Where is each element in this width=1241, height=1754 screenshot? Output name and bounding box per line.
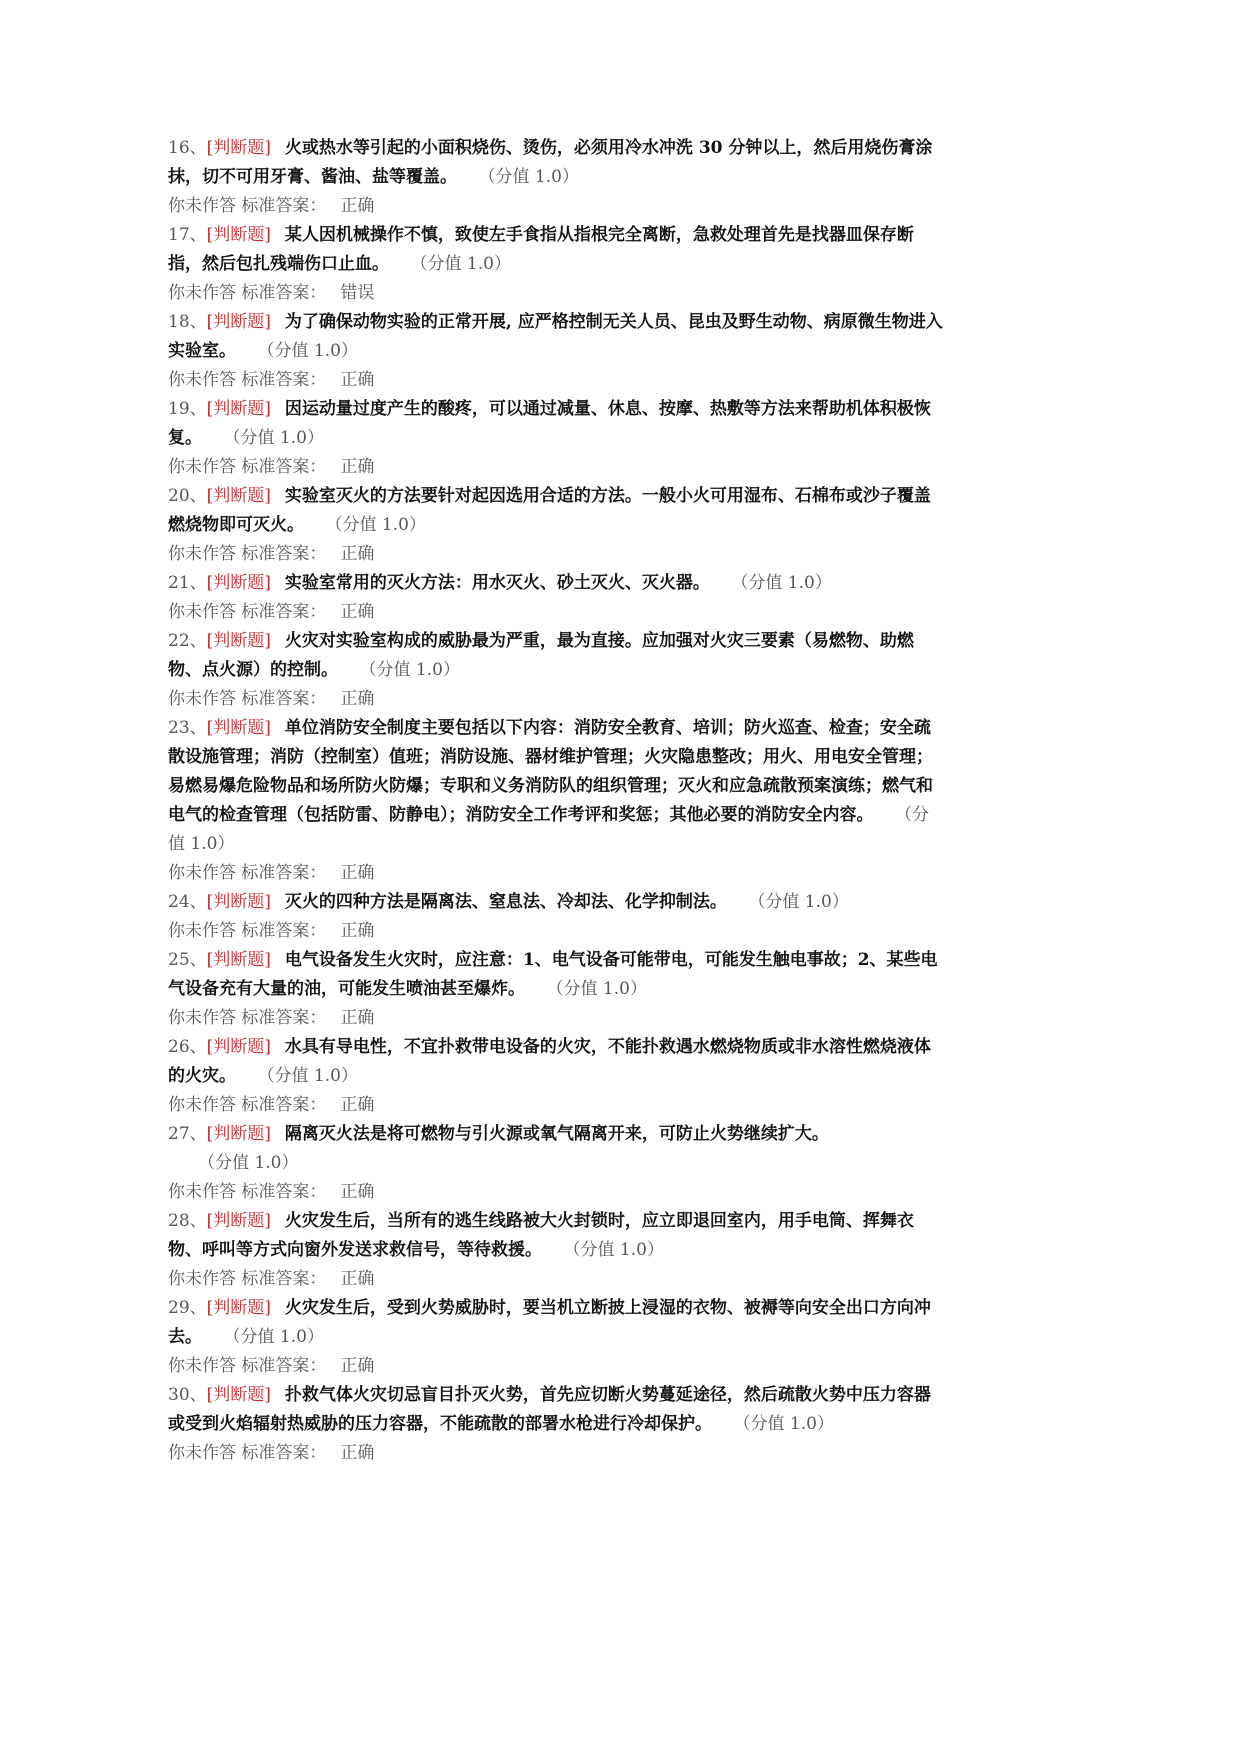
standard-answer-value: 正确	[340, 196, 375, 216]
standard-answer-value: 正确	[340, 370, 375, 390]
standard-answer-label: 标准答案：	[241, 370, 327, 390]
standard-answer-label: 标准答案：	[241, 921, 327, 941]
question	[168, 395, 944, 453]
question-text: 实验室灭火的方法要针对起因选用合适的方法。一般小火可用湿布、石棉布或沙子覆盖燃烧物即可灭火。	[168, 486, 931, 535]
question-number: 19、	[168, 399, 207, 419]
question	[168, 714, 944, 859]
answer-line	[168, 1265, 944, 1294]
question-score: （分值 1.0）	[266, 1066, 358, 1086]
question-number: 17、	[168, 225, 207, 245]
standard-answer-label: 标准答案：	[241, 1356, 327, 1376]
question-score: （分值 1.0）	[572, 1240, 664, 1260]
question-score: （分值 1.0）	[756, 892, 849, 912]
not-answered-label: 你未作答	[168, 1356, 236, 1376]
answer-line	[168, 540, 944, 569]
question	[168, 1207, 944, 1265]
question	[168, 1033, 944, 1091]
standard-answer-label: 标准答案：	[241, 283, 327, 303]
not-answered-label: 你未作答	[168, 544, 236, 564]
not-answered-label: 你未作答	[168, 283, 236, 303]
standard-answer-label: 标准答案：	[241, 863, 327, 883]
question-text: 电气设备发生火灾时，应注意：1、电气设备可能带电，可能发生触电事故；2、某些电气设备充有大量的油，可能发生喷油甚至爆炸。	[168, 950, 938, 999]
question-item	[168, 714, 944, 888]
question-score: （分值 1.0）	[555, 979, 647, 999]
not-answered-label: 你未作答	[168, 370, 236, 390]
not-answered-label: 你未作答	[168, 921, 236, 941]
question	[168, 134, 944, 192]
question-type-tag: [判断题]	[206, 486, 271, 506]
answer-line	[168, 1439, 944, 1468]
question-number: 20、	[168, 486, 207, 506]
answer-line	[168, 366, 944, 395]
question-number: 30、	[168, 1385, 207, 1405]
question-type-tag: [判断题]	[206, 1385, 271, 1405]
question-number: 18、	[168, 312, 207, 332]
not-answered-label: 你未作答	[168, 196, 236, 216]
question-type-tag: [判断题]	[206, 225, 271, 245]
question-item	[168, 395, 944, 482]
question-item	[168, 1033, 944, 1120]
question-type-tag: [判断题]	[206, 892, 271, 912]
answer-line	[168, 279, 944, 308]
standard-answer-label: 标准答案：	[241, 1269, 327, 1289]
standard-answer-value: 正确	[340, 689, 375, 709]
question-number: 26、	[168, 1037, 207, 1057]
question-text: 隔离灭火法是将可燃物与引火源或氧气隔离开来，可防止火势继续扩大。	[284, 1124, 829, 1144]
question-number: 29、	[168, 1298, 207, 1318]
question-type-tag: [判断题]	[206, 631, 271, 651]
question-score: （分值 1.0）	[368, 660, 460, 680]
question-item	[168, 134, 944, 221]
question-type-tag: [判断题]	[206, 312, 271, 332]
question-number: 23、	[168, 718, 207, 738]
question-number: 16、	[168, 138, 207, 158]
question	[168, 627, 944, 685]
question-item	[168, 1294, 944, 1381]
standard-answer-label: 标准答案：	[241, 1443, 327, 1463]
standard-answer-value: 正确	[340, 1008, 375, 1028]
question-text: 水具有导电性，不宜扑救带电设备的火灾，不能扑救遇水燃烧物质或非水溶性燃烧液体的火灾。	[168, 1037, 931, 1086]
question-item	[168, 627, 944, 714]
question-type-tag: [判断题]	[206, 399, 271, 419]
standard-answer-value: 正确	[340, 544, 375, 564]
standard-answer-label: 标准答案：	[241, 1182, 327, 1202]
answer-line	[168, 917, 944, 946]
question	[168, 221, 944, 279]
standard-answer-value: 错误	[340, 283, 375, 303]
standard-answer-value: 正确	[340, 457, 375, 477]
question-item	[168, 482, 944, 569]
question-number: 27、	[168, 1124, 207, 1144]
question	[168, 1381, 944, 1439]
question-number: 22、	[168, 631, 207, 651]
question-type-tag: [判断题]	[206, 718, 271, 738]
question-type-tag: [判断题]	[206, 1124, 271, 1144]
question-text: 火灾对实验室构成的威胁最为严重，最为直接。应加强对火灾三要素（易燃物、助燃物、点火源）的控制。	[168, 631, 914, 680]
standard-answer-value: 正确	[340, 1269, 375, 1289]
question-text: 扑救气体火灾切忌盲目扑灭火势，首先应切断火势蔓延途径，然后疏散火势中压力容器或受到火焰辐射热威胁的压力容器，不能疏散的部署水枪进行冷却保护。	[168, 1385, 931, 1434]
not-answered-label: 你未作答	[168, 1182, 236, 1202]
question-item	[168, 1120, 944, 1207]
question	[168, 482, 944, 540]
answer-line	[168, 1178, 944, 1207]
question-item	[168, 1207, 944, 1294]
not-answered-label: 你未作答	[168, 457, 236, 477]
standard-answer-label: 标准答案：	[241, 1008, 327, 1028]
not-answered-label: 你未作答	[168, 602, 236, 622]
standard-answer-label: 标准答案：	[241, 196, 327, 216]
question-item	[168, 1381, 944, 1468]
question	[168, 1120, 944, 1178]
standard-answer-label: 标准答案：	[241, 457, 327, 477]
question-text: 为了确保动物实验的正常开展, 应严格控制无关人员、昆虫及野生动物、病原微生物进入实验室。	[168, 312, 943, 361]
question-text: 火灾发生后，当所有的逃生线路被大火封锁时，应立即退回室内，用手电筒、挥舞衣物、呼叫等方式向窗外发送求救信号，等待救援。	[168, 1211, 914, 1260]
answer-line	[168, 192, 944, 221]
standard-answer-label: 标准答案：	[241, 602, 327, 622]
standard-answer-value: 正确	[340, 863, 375, 883]
answer-line	[168, 453, 944, 482]
question	[168, 1294, 944, 1352]
standard-answer-value: 正确	[340, 921, 375, 941]
question-score: （分值 1.0）	[232, 1327, 324, 1347]
question-text: 火灾发生后，受到火势威胁时，要当机立断披上浸湿的衣物、被褥等向安全出口方向冲去。	[168, 1298, 931, 1347]
answer-line	[168, 1091, 944, 1120]
question-number: 28、	[168, 1211, 207, 1231]
question-item	[168, 946, 944, 1033]
question-item	[168, 569, 944, 627]
not-answered-label: 你未作答	[168, 1008, 236, 1028]
question	[168, 308, 944, 366]
question-text: 火或热水等引起的小面积烧伤、烫伤，必须用冷水冲洗 30 分钟以上，然后用烧伤膏涂抹，切不可用牙膏、酱油、盐等覆盖。	[168, 138, 933, 187]
question-type-tag: [判断题]	[206, 1211, 271, 1231]
question-score: （分值 1.0）	[487, 167, 579, 187]
question-score: （分值 1.0）	[742, 1414, 834, 1434]
standard-answer-value: 正确	[340, 1356, 375, 1376]
not-answered-label: 你未作答	[168, 689, 236, 709]
not-answered-label: 你未作答	[168, 1443, 236, 1463]
not-answered-label: 你未作答	[168, 1095, 236, 1115]
question-score: （分值 1.0）	[232, 428, 324, 448]
question-type-tag: [判断题]	[206, 138, 271, 158]
question-list	[168, 134, 944, 1468]
standard-answer-value: 正确	[340, 602, 375, 622]
question-type-tag: [判断题]	[206, 1037, 271, 1057]
question-score: （分值 1.0）	[739, 573, 832, 593]
question-text: 因运动量过度产生的酸疼，可以通过减量、休息、按摩、热敷等方法来帮助机体积极恢复。	[168, 399, 931, 448]
standard-answer-label: 标准答案：	[241, 1095, 327, 1115]
question-item	[168, 221, 944, 308]
question-item	[168, 308, 944, 395]
standard-answer-label: 标准答案：	[241, 544, 327, 564]
standard-answer-value: 正确	[340, 1182, 375, 1202]
standard-answer-value: 正确	[340, 1443, 375, 1463]
question-type-tag: [判断题]	[206, 1298, 271, 1318]
question	[168, 946, 944, 1004]
standard-answer-label: 标准答案：	[241, 689, 327, 709]
answer-line	[168, 859, 944, 888]
question-score: （分值 1.0）	[334, 515, 426, 535]
question-number: 25、	[168, 950, 207, 970]
question-item	[168, 888, 944, 946]
not-answered-label: 你未作答	[168, 863, 236, 883]
question-score: （分值 1.0）	[198, 1153, 299, 1173]
answer-line	[168, 685, 944, 714]
not-answered-label: 你未作答	[168, 1269, 236, 1289]
question-number: 21、	[168, 573, 207, 593]
answer-line	[168, 1352, 944, 1381]
standard-answer-value: 正确	[340, 1095, 375, 1115]
question-text: 单位消防安全制度主要包括以下内容：消防安全教育、培训；防火巡查、检查；安全疏散设施管理；消防（控制室）值班；消防设施、器材维护管理；火灾隐患整改；用火、用电安全管理；易燃易爆危险物品和场所防火防爆；专职和义务消防队的组织管理；灭火和应急疏散预案演练；燃气和电气的检查管理（包括防雷、防静电）；消防安全工作考评和奖惩；其他必要的消防安全内容。	[168, 718, 933, 825]
question-type-tag: [判断题]	[206, 573, 271, 593]
question-score: （分值 1.0）	[168, 805, 929, 854]
question	[168, 569, 944, 598]
question-type-tag: [判断题]	[206, 950, 271, 970]
question-text: 实验室常用的灭火方法：用水灭火、砂土灭火、灭火器。	[284, 573, 710, 593]
question	[168, 888, 944, 917]
answer-line	[168, 1004, 944, 1033]
question-text: 灭火的四种方法是隔离法、窒息法、冷却法、化学抑制法。	[284, 892, 727, 912]
question-score: （分值 1.0）	[419, 254, 511, 274]
answer-line	[168, 598, 944, 627]
question-text: 某人因机械操作不慎，致使左手食指从指根完全离断，急救处理首先是找器皿保存断指，然后包扎残端伤口止血。	[168, 225, 914, 274]
question-score: （分值 1.0）	[266, 341, 358, 361]
question-number: 24、	[168, 892, 207, 912]
